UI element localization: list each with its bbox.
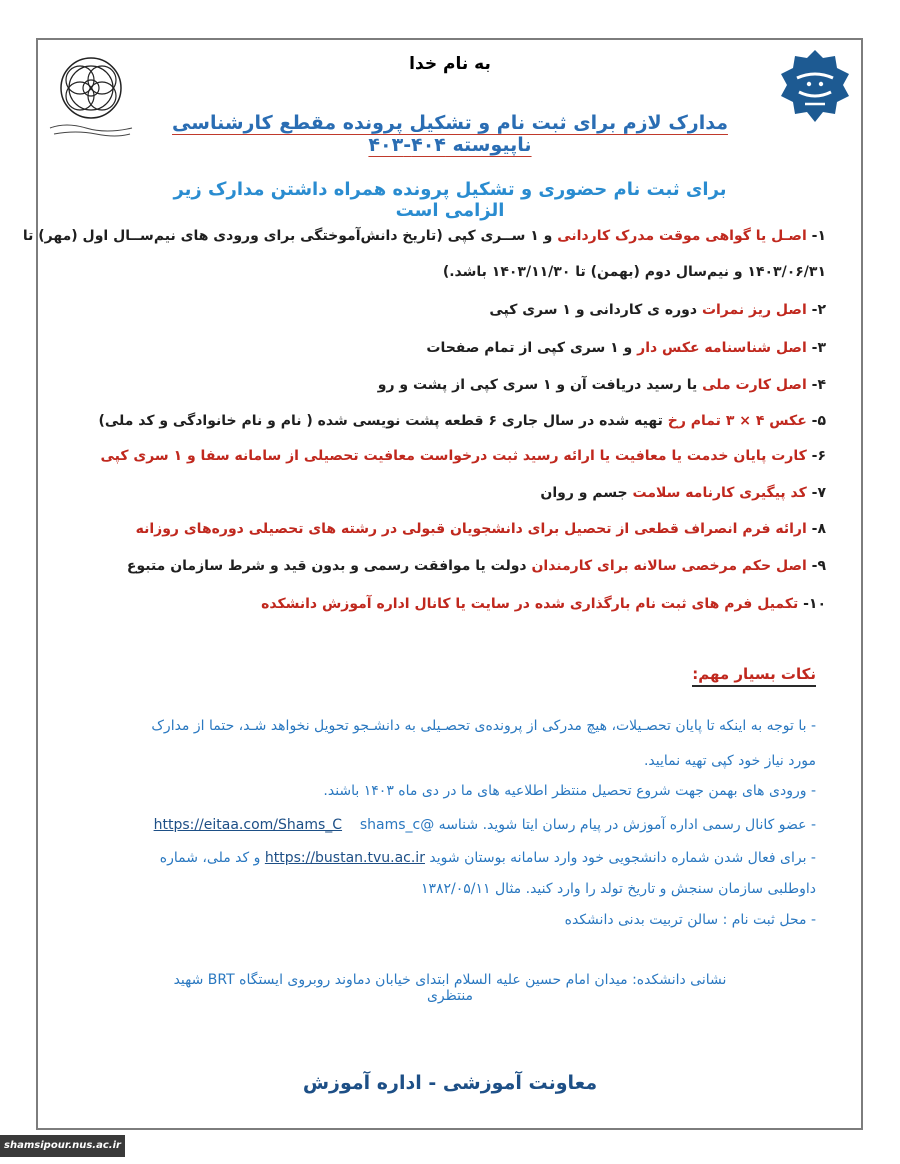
list-item: ۹- اصل حکم مرخصی سالانه برای کارمندان دولت یا موافقت رسمی و بدون قید و شرط سازمان متبوع — [126, 558, 826, 574]
list-item: ۵- عکس ۴ × ۳ تمام رخ تهیه شده در سال جاری ۶ قطعه پشت نویسی شده ( نام و نام خانوادگی و کد ملی) — [98, 413, 826, 429]
college-address: نشانی دانشکده: میدان امام حسین علیه السلام ابتدای خیابان دماوند روبروی ایستگاه BRT شهید منتظری — [173, 972, 727, 1004]
list-item: ۸- ارائه فرم انصراف قطعی از تحصیل برای دانشجویان قبولی در رشته های تحصیلی دوره‌های روزانه — [135, 521, 826, 537]
note-item: - برای فعال شدن شماره دانشجویی خود وارد سامانه بوستان شوید https://bustan.tvu.ac.ir و کد ملی، شماره — [159, 850, 816, 866]
signature-office: معاونت آموزشی - اداره آموزش — [302, 1072, 598, 1094]
note-item: - با توجه به اینکه تا پایان تحصـیلات، هیچ مدرکی از پرونده‌ی تحصـیلی به دانشـجو تحویل نخواهد شـد، حتما از مدارک — [151, 718, 816, 734]
eitaa-channel-link[interactable]: https://eitaa.com/Shams_C — [153, 817, 343, 833]
bustan-system-link[interactable]: https://bustan.tvu.ac.ir — [264, 850, 425, 866]
note-item-continuation: داوطلبی سازمان سنجش و تاریخ تولد را وارد کنید. مثال ۱۳۸۲/۰۵/۱۱ — [420, 881, 816, 897]
list-item: ۶- کارت پایان خدمت یا معافیت یا ارائه رسید ثبت درخواست معافیت تحصیلی از سامانه سفا و ۱ سری کپی — [100, 448, 826, 464]
list-item: ۴- اصل کارت ملی یا رسید دریافت آن و ۱ سری کپی از پشت و رو — [377, 377, 826, 393]
note-item-continuation: مورد نیاز خود کپی تهیه نمایید. — [643, 753, 816, 769]
page-subtitle: برای ثبت نام حضوری و تشکیل پرونده همراه داشتن مدارک زیر الزامی است — [173, 179, 727, 221]
note-item: - عضو کانال رسمی اداره آموزش در پیام رسان ایتا شوید. شناسه @shams_c https://eitaa.com/Shams_C — [153, 817, 816, 833]
note-item: - ورودی های بهمن جهت شروع تحصیل منتظر اطلاعیه های ما در دی ماه ۱۴۰۳ باشند. — [323, 783, 816, 799]
site-watermark: shamsipour.nus.ac.ir — [0, 1135, 125, 1157]
list-item: ۱- اصـل یا گواهی موقت مدرک کاردانی و ۱ ســری کپی (تاریخ دانش‌آموختگی برای ورودی های نیم‌ســال اول (مهر) تا — [22, 228, 826, 244]
list-item: ۲- اصل ریز نمرات دوره ی کاردانی و ۱ سری کپی — [489, 302, 826, 318]
list-item: ۷- کد پیگیری کارنامه سلامت جسم و روان — [540, 485, 826, 501]
list-item: ۳- اصل شناسنامه عکس دار و ۱ سری کپی از تمام صفحات — [426, 340, 826, 356]
list-item: ۱۰- تکمیل فرم های ثبت نام بارگذاری شده در سایت یا کانال اداره آموزش دانشکده — [261, 596, 826, 612]
bismillah-heading: به نام خدا — [409, 54, 491, 74]
university-seal-icon — [779, 48, 851, 130]
page-title: مدارک لازم برای ثبت نام و تشکیل پرونده مقطع کارشناسی ناپیوسته ۴۰۴-۴۰۳ — [172, 112, 728, 156]
note-item: - محل ثبت نام : سالن تربیت بدنی دانشکده — [564, 912, 816, 928]
important-notes-heading: نکات بسیار مهم: — [692, 665, 816, 687]
college-emblem-caption — [46, 120, 136, 140]
list-item-continuation: ۱۴۰۳/۰۶/۳۱ و نیم‌سال دوم (بهمن) تا ۱۴۰۳/۱۱/۳۰ باشد.) — [442, 264, 826, 280]
